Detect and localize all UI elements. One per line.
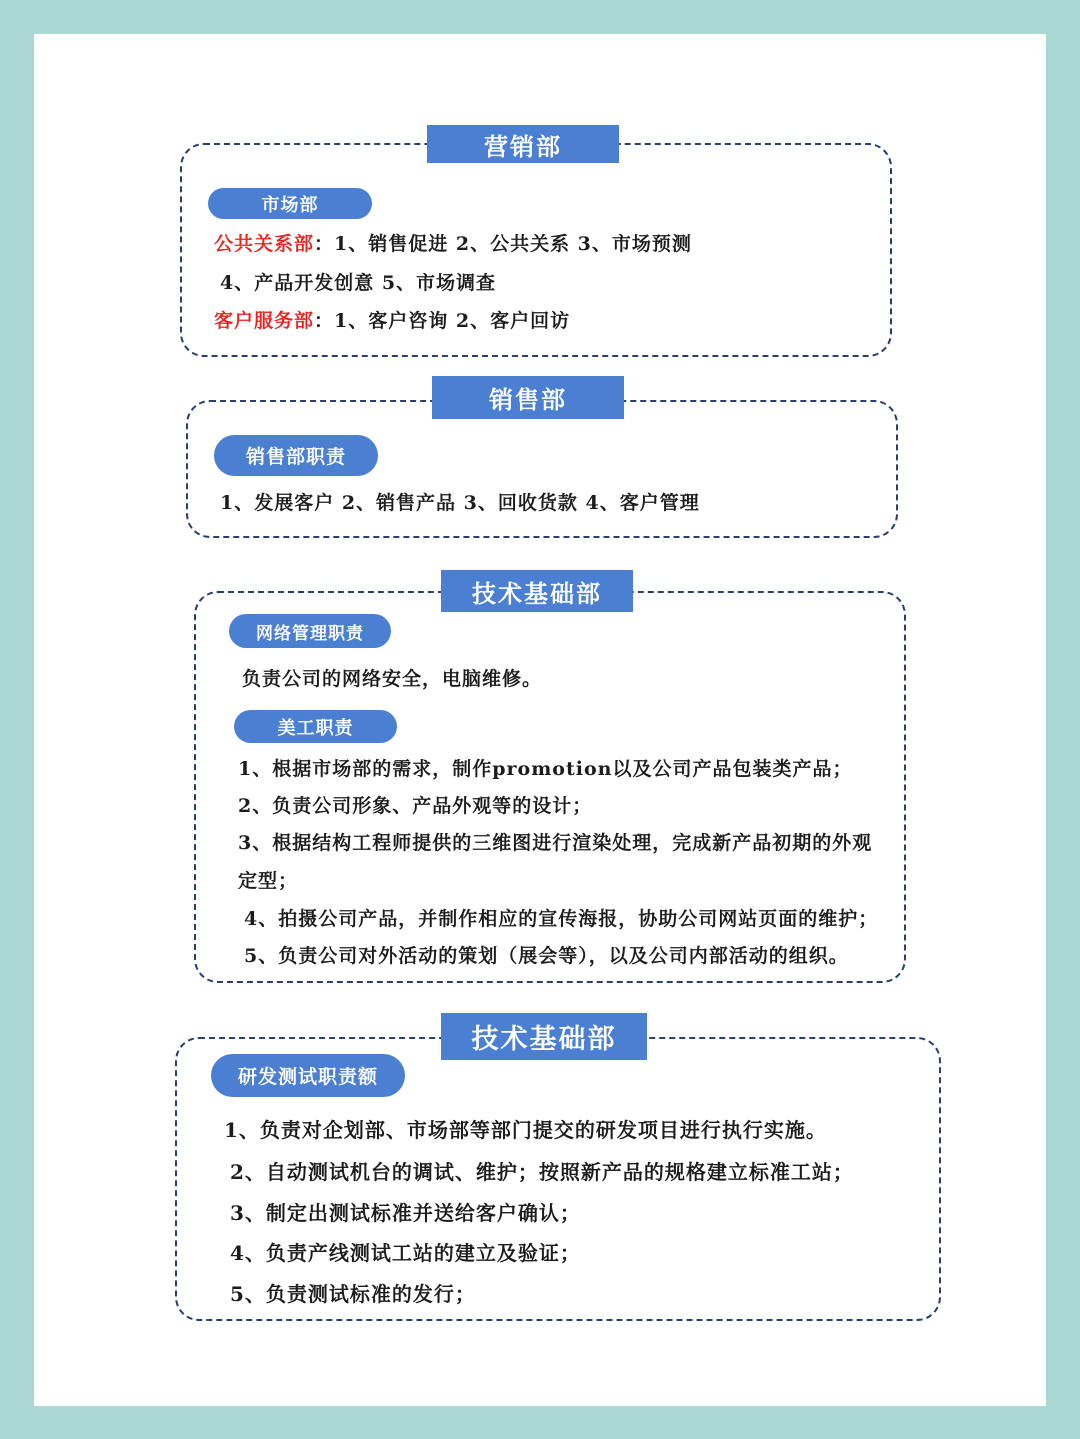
line-art-4: 4、拍摄公司产品，并制作相应的宣传海报，协助公司网站页面的维护； xyxy=(244,908,879,930)
line-art-2: 2、负责公司形象、产品外观等的设计； xyxy=(238,795,593,817)
line-label: 客户服务部 xyxy=(214,310,315,332)
line-text: ：1、销售促进 2、公共关系 3、市场预测 xyxy=(314,233,692,255)
group-heading-market: 市场部 xyxy=(208,188,372,219)
line-art-5: 5、负责公司对外活动的策划（展会等），以及公司内部活动的组织。 xyxy=(244,945,849,967)
section-title-marketing: 营销部 xyxy=(427,125,619,163)
line-network-duty: 负责公司的网络安全，电脑维修。 xyxy=(242,668,543,690)
line-public-relations xyxy=(214,229,692,256)
section-title-rd-test: 技术基础部 xyxy=(441,1013,647,1060)
line-rd-1: 1、负责对企划部、市场部等部门提交的研发项目进行执行实施。 xyxy=(224,1118,827,1142)
line-rd-3: 3、制定出测试标准并送给客户确认； xyxy=(230,1201,581,1225)
section-title-sales: 销售部 xyxy=(432,376,624,419)
line-art-3-cont: 定型； xyxy=(238,870,299,892)
section-title-tech-base: 技术基础部 xyxy=(441,570,633,612)
group-heading-art: 美工职责 xyxy=(234,710,397,743)
line-rd-2: 2、自动测试机台的调试、维护；按照新产品的规格建立标准工站； xyxy=(230,1160,854,1184)
line-label: 公共关系部 xyxy=(214,233,315,255)
group-heading-rd-test: 研发测试职责额 xyxy=(211,1054,405,1097)
line-art-1: 1、根据市场部的需求，制作promotion以及公司产品包装类产品； xyxy=(238,758,853,780)
group-heading-network: 网络管理职责 xyxy=(229,614,391,648)
line-text: ：1、客户咨询 2、客户回访 xyxy=(314,310,571,332)
line-art-3: 3、根据结构工程师提供的三维图进行渲染处理，完成新产品初期的外观 xyxy=(238,832,873,854)
group-heading-sales-duty: 销售部职责 xyxy=(214,435,378,476)
line-rd-4: 4、负责产线测试工站的建立及验证； xyxy=(230,1241,581,1265)
line-customer-service xyxy=(214,306,570,333)
line-sales-duties: 1、发展客户 2、销售产品 3、回收货款 4、客户管理 xyxy=(220,492,700,514)
line-product-dev: 4、产品开发创意 5、市场调查 xyxy=(220,272,497,294)
line-rd-5: 5、负责测试标准的发行； xyxy=(230,1282,476,1306)
